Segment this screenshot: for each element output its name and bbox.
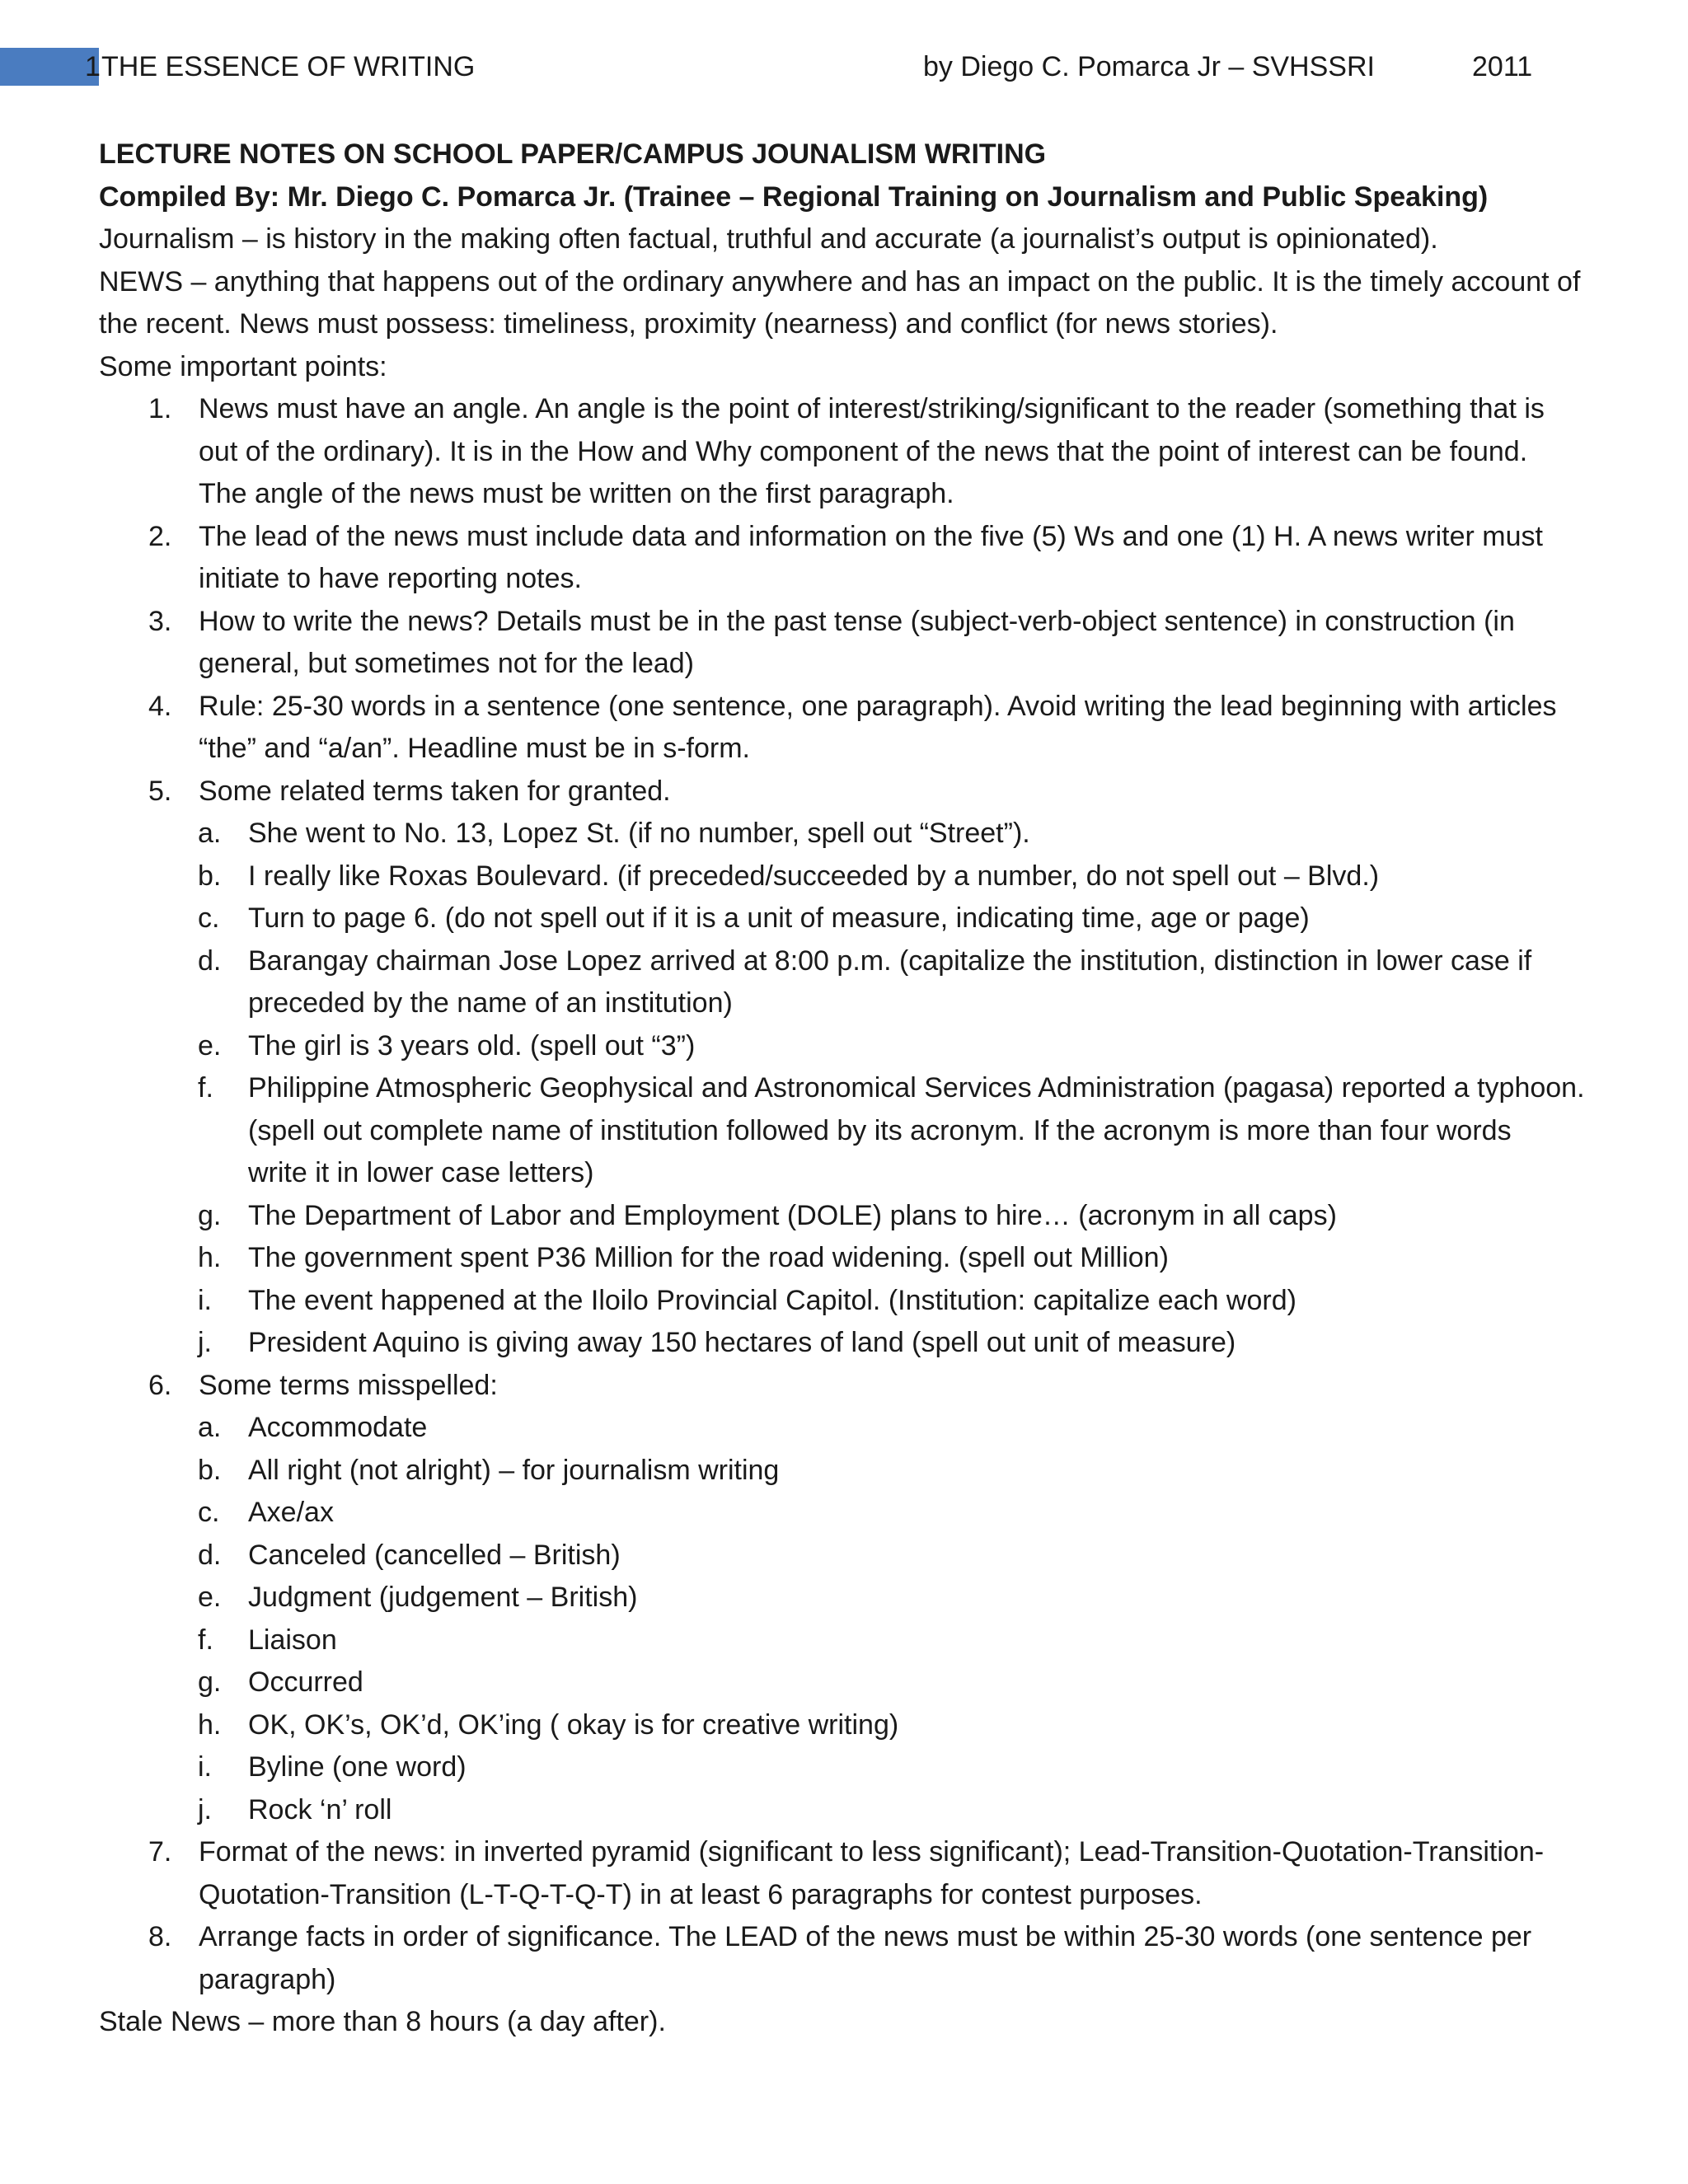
list-marker: g. xyxy=(198,1666,222,1698)
sub-list-item xyxy=(99,1577,1582,1619)
sub-list-item xyxy=(99,1067,1585,1195)
list-marker: 3. xyxy=(148,605,172,637)
list-marker: h. xyxy=(198,1708,222,1741)
list-item-text: Occurred xyxy=(248,1666,363,1698)
list-item-line: Arrange facts in order of significance. The LEAD of the news must be within 25-30 words (one sentence per xyxy=(199,1921,1532,1952)
list-item-line: Rule: 25-30 words in a sentence (one sentence, one paragraph). Avoid writing the lead beginning with articles xyxy=(199,690,1557,722)
sub-list-item xyxy=(99,1407,1582,1450)
list-item-line: President Aquino is giving away 150 hectares of land (spell out unit of measure) xyxy=(248,1327,1236,1358)
list-item-line: (spell out complete name of institution followed by its acronym. If the acronym is more than four words xyxy=(248,1114,1512,1146)
list-item-text: Axe/ax xyxy=(248,1497,334,1528)
sub-list-item xyxy=(99,1280,1582,1323)
list-item-text: Canceled (cancelled – British) xyxy=(248,1539,621,1571)
misspelled-heading xyxy=(99,1365,1582,1408)
list-item-line: News must have an angle. An angle is the point of interest/striking/significant to the reader (something that is xyxy=(199,393,1545,424)
stale-news-note: Stale News – more than 8 hours (a day after). xyxy=(99,2006,666,2037)
list-item-line: paragraph) xyxy=(199,1963,336,1995)
list-item xyxy=(99,1831,1582,1916)
page-number: 1 xyxy=(85,51,101,82)
header-year: 2011 xyxy=(1472,51,1533,82)
sub-list-item xyxy=(99,1322,1582,1365)
list-marker: 6. xyxy=(148,1369,172,1401)
list-item-line: How to write the news? Details must be in the past tense (subject-verb-object sentence) in construction (in xyxy=(199,605,1515,637)
list-item-line: The lead of the news must include data and information on the five (5) Ws and one (1) H. A news writer must xyxy=(199,520,1543,552)
list-item xyxy=(99,1916,1582,2001)
document-title: LECTURE NOTES ON SCHOOL PAPER/CAMPUS JOUNALISM WRITING xyxy=(99,138,1047,170)
list-marker: e. xyxy=(198,1582,222,1613)
list-item-line: Format of the news: in inverted pyramid (significant to less significant); Lead-Transition-Quotation-Transition- xyxy=(199,1836,1545,1868)
list-item-line: The angle of the news must be written on the first paragraph. xyxy=(199,478,954,509)
sub-list-item xyxy=(99,813,1582,855)
list-item-line: The Department of Labor and Employment (DOLE) plans to hire… (acronym in all caps) xyxy=(248,1199,1337,1231)
list-item-line: The event happened at the Iloilo Provincial Capitol. (Institution: capitalize each word) xyxy=(248,1284,1296,1316)
list-item-text: Accommodate xyxy=(248,1412,428,1443)
list-item-text: Liaison xyxy=(248,1624,337,1656)
sub-list-item xyxy=(99,1661,1582,1704)
list-item-text: Judgment (judgement – British) xyxy=(248,1582,638,1613)
header-author: by Diego C. Pomarca Jr – SVHSSRI xyxy=(923,51,1375,82)
list-marker: f. xyxy=(198,1072,213,1104)
sub-list-item xyxy=(99,1704,1582,1747)
list-marker: g. xyxy=(198,1199,222,1231)
list-marker: b. xyxy=(198,860,222,892)
list-item-line: “the” and “a/an”. Headline must be in s-form. xyxy=(199,733,750,764)
list-item-text: Rock ‘n’ roll xyxy=(248,1793,392,1825)
list-item xyxy=(99,686,1582,771)
sub-list-item xyxy=(99,1237,1582,1280)
list-marker: 7. xyxy=(148,1836,172,1868)
list-marker: 5. xyxy=(148,775,172,807)
list-marker: a. xyxy=(198,818,222,849)
sub-list-item xyxy=(99,1492,1582,1535)
compiled-by: Compiled By: Mr. Diego C. Pomarca Jr. (Trainee – Regional Training on Journalism and Public Speaking) xyxy=(99,180,1489,213)
list-item-line: Some related terms taken for granted. xyxy=(199,775,671,807)
list-marker: e. xyxy=(198,1029,222,1062)
list-item xyxy=(99,601,1582,686)
sub-list-item xyxy=(99,898,1582,940)
list-item-text: All right (not alright) – for journalism writing xyxy=(248,1454,780,1486)
list-item-line: Barangay chairman Jose Lopez arrived at 8:00 p.m. (capitalize the institution, distinction in lower case if xyxy=(248,944,1532,977)
list-item-line: preceded by the name of an institution) xyxy=(248,987,733,1019)
sub-list-item xyxy=(99,1450,1582,1493)
list-marker: i. xyxy=(198,1751,212,1783)
list-marker: 1. xyxy=(148,393,172,424)
list-item xyxy=(99,771,1582,813)
list-marker: f. xyxy=(198,1624,213,1656)
list-marker: 4. xyxy=(148,690,172,722)
list-item-line: out of the ordinary). It is in the How and Why component of the news that the point of interest can be found. xyxy=(199,435,1528,467)
list-item xyxy=(99,516,1582,601)
important-points-list xyxy=(99,388,1582,813)
list-marker: c. xyxy=(198,902,220,934)
list-item-line: The government spent P36 Million for the road widening. (spell out Million) xyxy=(248,1242,1169,1273)
list-item-line: She went to No. 13, Lopez St. (if no number, spell out “Street”). xyxy=(248,818,1030,849)
sub-list-item xyxy=(99,1746,1582,1789)
list-item-line: Philippine Atmospheric Geophysical and Astronomical Services Administration (pagasa) reported a typhoon. xyxy=(248,1072,1585,1104)
list-marker: j. xyxy=(198,1793,212,1825)
document-body xyxy=(99,134,1585,2044)
related-terms-list xyxy=(99,813,1585,1365)
list-marker: i. xyxy=(198,1284,212,1316)
list-item xyxy=(99,1365,1582,1408)
sub-list-item xyxy=(99,1535,1582,1577)
later-points-list xyxy=(99,1831,1582,2001)
list-item-line: general, but sometimes not for the lead) xyxy=(199,648,694,679)
list-item-line: I really like Roxas Boulevard. (if preceded/succeeded by a number, do not spell out – Blvd.) xyxy=(248,860,1380,892)
header-title: THE ESSENCE OF WRITING xyxy=(101,51,476,82)
list-item-line: initiate to have reporting notes. xyxy=(199,563,582,594)
list-marker: d. xyxy=(198,1539,222,1571)
sub-list-item xyxy=(99,855,1582,898)
list-marker: 2. xyxy=(148,520,172,552)
sub-list-item xyxy=(99,940,1582,1025)
list-item-text: OK, OK’s, OK’d, OK’ing ( okay is for creative writing) xyxy=(248,1708,899,1741)
misspelled-terms-list xyxy=(99,1407,1582,1831)
list-item-line: Turn to page 6. (do not spell out if it is a unit of measure, indicating time, age or page) xyxy=(248,902,1310,934)
list-item xyxy=(99,388,1582,516)
list-marker: d. xyxy=(198,944,222,977)
list-item-line: write it in lower case letters) xyxy=(248,1157,594,1188)
list-marker: c. xyxy=(198,1497,220,1528)
list-item-text: Byline (one word) xyxy=(248,1751,467,1783)
points-intro: Some important points: xyxy=(99,350,387,382)
sub-list-item xyxy=(99,1195,1582,1238)
news-definition-line-1: NEWS – anything that happens out of the ordinary anywhere and has an impact on the public. It is the timely account of xyxy=(99,265,1581,298)
sub-list-item xyxy=(99,1025,1582,1068)
list-marker: h. xyxy=(198,1242,222,1273)
list-marker: j. xyxy=(198,1327,212,1358)
list-item-line: The girl is 3 years old. (spell out “3”) xyxy=(248,1029,696,1062)
sub-list-item xyxy=(99,1619,1582,1662)
list-item-line: Quotation-Transition (L-T-Q-T-Q-T) in at least 6 paragraphs for contest purposes. xyxy=(199,1878,1203,1910)
page-header xyxy=(85,48,1552,86)
list-marker: 8. xyxy=(148,1921,172,1952)
sub-list-item xyxy=(99,1789,1582,1832)
journalism-definition: Journalism – is history in the making often factual, truthful and accurate (a journalist’s output is opinionated). xyxy=(99,223,1438,255)
list-marker: b. xyxy=(198,1454,222,1486)
list-marker: a. xyxy=(198,1412,222,1443)
page-number-tab xyxy=(0,48,99,86)
list-item-text: Some terms misspelled: xyxy=(199,1369,498,1401)
news-definition-line-2: the recent. News must possess: timeliness, proximity (nearness) and conflict (for news stories). xyxy=(99,308,1278,340)
